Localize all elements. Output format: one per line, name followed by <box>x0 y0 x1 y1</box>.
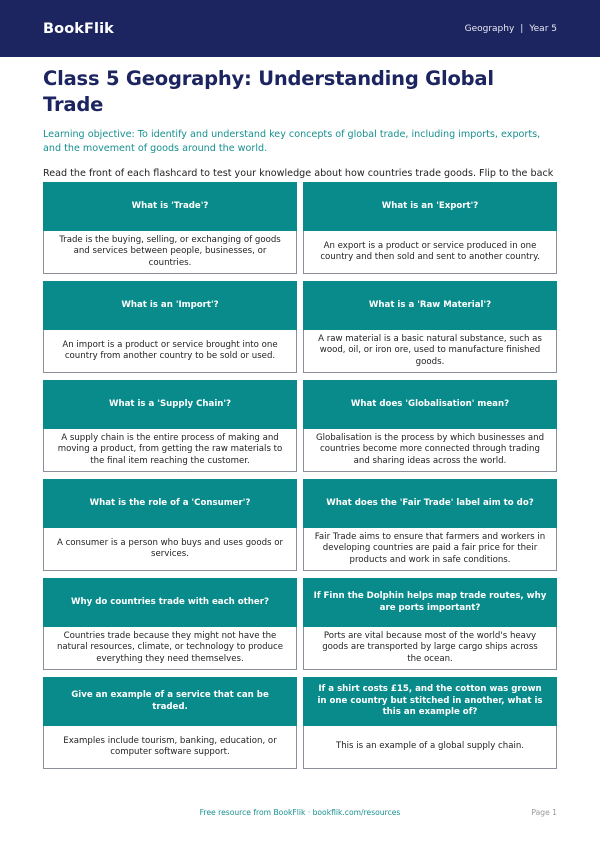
header-meta <box>465 24 557 34</box>
flashcard-back <box>43 429 297 472</box>
flashcard[interactable] <box>43 281 297 373</box>
flashcard-answer: Ports are vital because most of the world's heavy goods are transported by large cargo ships across the ocean. <box>322 630 538 664</box>
page-footer <box>0 806 600 820</box>
header-separator: | <box>520 23 524 34</box>
flashcard-question: What does the 'Fair Trade' label aim to do? <box>326 497 534 508</box>
flashcard-answer: An import is a product or service brought into one country from another country to be sold or used. <box>62 339 278 361</box>
brand-logo-text[interactable]: BookFlik <box>43 20 114 37</box>
flashcard-answer: A supply chain is the entire process of making and moving a product, from getting the raw materials to the final item reaching the customer. <box>57 432 283 466</box>
flashcard-answer: Globalisation is the process by which businesses and countries become more connected through trading and sharing ideas across the world. <box>315 432 545 466</box>
flashcard-front <box>303 182 557 231</box>
flashcard-answer: This is an example of a global supply chain. <box>335 741 525 752</box>
flashcard-answer: An export is a product or service produced in one country and then sold and sent to another country. <box>320 240 540 262</box>
flashcard-answer: A consumer is a person who buys and uses goods or services. <box>56 537 284 559</box>
flashcard-back <box>43 726 297 769</box>
flashcard-question: What is a 'Raw Material'? <box>368 299 492 310</box>
flashcard[interactable] <box>43 182 297 274</box>
flashcard-question: Why do countries trade with each other? <box>71 596 269 607</box>
flashcard-question: What is an 'Import'? <box>121 299 219 310</box>
flashcard-back <box>303 528 557 571</box>
flashcard-front <box>43 281 297 330</box>
header-subject: Geography <box>464 23 515 34</box>
learning-objective: Learning objective: To identify and understand key concepts of global trade, including imports, exports, and the movement of goods around the world. <box>43 129 541 154</box>
flashcard-back <box>303 429 557 472</box>
flashcard-question: If a shirt costs £15, and the cotton was grown in one country but stitched in another, what is this an example of? <box>317 684 543 718</box>
flashcard[interactable] <box>303 281 557 373</box>
flashcard-question: If Finn the Dolphin helps map trade routes, why are ports important? <box>313 591 547 613</box>
flashcard-front <box>303 281 557 330</box>
flashcard[interactable] <box>303 182 557 274</box>
flashcard-answer: Countries trade because they might not have the natural resources, climate, or technology to produce everything they need themselves. <box>56 630 284 664</box>
flashcard-question: Give an example of a service that can be traded. <box>71 690 269 712</box>
flashcard-back <box>303 627 557 670</box>
flashcard[interactable] <box>43 677 297 769</box>
flashcard-back <box>303 330 557 373</box>
page-title: Class 5 Geography: Understanding Global Trade <box>43 67 494 116</box>
flashcard-answer: Examples include tourism, banking, education, or computer software support. <box>63 735 277 757</box>
flashcard-back <box>303 726 557 769</box>
flashcard-question: What is a 'Supply Chain'? <box>108 398 232 409</box>
flashcard-grid <box>43 182 557 769</box>
flashcard-back <box>43 528 297 571</box>
flashcard-answer: Fair Trade aims to ensure that farmers and workers in developing countries are paid a fair price for their products and work in safe conditions. <box>314 531 546 565</box>
flashcard-front <box>303 677 557 726</box>
page-header <box>0 0 600 57</box>
flashcard[interactable] <box>303 578 557 670</box>
flashcard-back <box>303 231 557 274</box>
flashcard-front <box>43 182 297 231</box>
flashcard[interactable] <box>303 380 557 472</box>
flashcard-front <box>43 380 297 429</box>
flashcard[interactable] <box>303 677 557 769</box>
flashcard-answer: Trade is the buying, selling, or exchanging of goods and services between people, businesses, or countries. <box>59 234 281 268</box>
flashcard[interactable] <box>303 479 557 571</box>
flashcard-question: What does 'Globalisation' mean? <box>350 398 510 409</box>
flashcard-question: What is 'Trade'? <box>131 200 209 211</box>
flashcard-question: What is an 'Export'? <box>381 200 479 211</box>
flashcard[interactable] <box>43 578 297 670</box>
flashcard-question: What is the role of a 'Consumer'? <box>89 497 251 508</box>
flashcard-front <box>43 578 297 627</box>
header-year: Year 5 <box>529 23 557 34</box>
flashcard-back <box>43 627 297 670</box>
intro-section <box>43 64 557 195</box>
flashcard-front <box>303 479 557 528</box>
flashcard-answer: A raw material is a basic natural substance, such as wood, oil, or iron ore, used to manufacture finished goods. <box>318 333 542 367</box>
flashcard-front <box>303 380 557 429</box>
page-number: Page 1 <box>531 808 557 817</box>
footer-resource-link[interactable]: Free resource from BookFlik · bookflik.com/resources <box>199 808 401 817</box>
flashcard[interactable] <box>43 380 297 472</box>
flashcard-front <box>303 578 557 627</box>
flashcard-back <box>43 231 297 274</box>
flashcard-front <box>43 479 297 528</box>
flashcard-front <box>43 677 297 726</box>
flashcard[interactable] <box>43 479 297 571</box>
instructions: Read the front of each flashcard to test your knowledge about how countries trade goods. Flip to the back <box>43 168 554 179</box>
flashcard-back <box>43 330 297 373</box>
